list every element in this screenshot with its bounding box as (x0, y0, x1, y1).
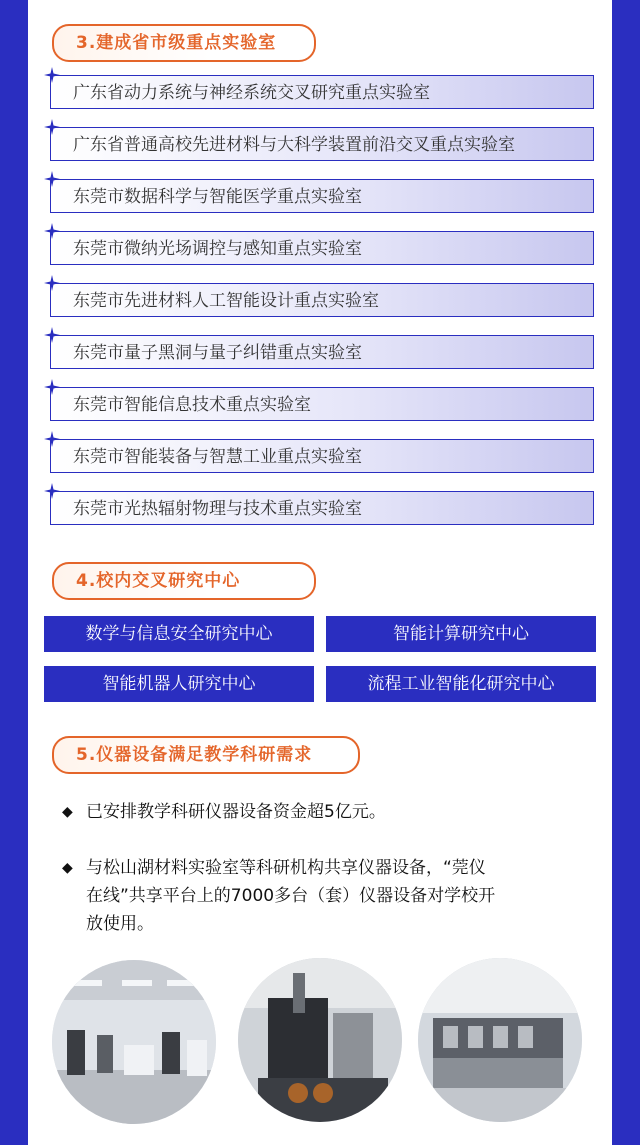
lab-item (50, 335, 594, 369)
lab-name: 东莞市微纳光场调控与感知重点实验室 (73, 239, 362, 259)
center-box: 数学与信息安全研究中心 (44, 616, 314, 652)
lab-item (50, 283, 594, 317)
bullet-text-line: 与松山湖材料实验室等科研机构共享仪器设备，“莞仪 (86, 858, 486, 878)
lab-photo-1 (52, 960, 216, 1124)
sparkle-icon (44, 327, 60, 343)
lab-item (50, 439, 594, 473)
sparkle-icon (44, 483, 60, 499)
lab-name: 东莞市智能装备与智慧工业重点实验室 (73, 447, 362, 467)
diamond-bullet-icon: ◆ (62, 804, 73, 820)
lab-name: 东莞市光热辐射物理与技术重点实验室 (73, 499, 362, 519)
lab-name: 广东省动力系统与神经系统交叉研究重点实验室 (73, 83, 430, 103)
lab-name: 东莞市量子黑洞与量子纠错重点实验室 (73, 343, 362, 363)
bullet-text-line: 在线”共享平台上的7000多台（套）仪器设备对学校开 (86, 886, 496, 906)
section-4-title: 4.校内交叉研究中心 (52, 562, 316, 600)
sparkle-icon (44, 171, 60, 187)
bullet-text: 已安排教学科研仪器设备资金超5亿元。 (86, 802, 386, 822)
lab-name: 东莞市智能信息技术重点实验室 (73, 395, 311, 415)
center-box: 流程工业智能化研究中心 (326, 666, 596, 702)
section-5-title: 5.仪器设备满足教学科研需求 (52, 736, 360, 774)
lab-item (50, 231, 594, 265)
diamond-bullet-icon: ◆ (62, 860, 73, 876)
bullet-text-line: 放使用。 (86, 914, 154, 934)
lab-item (50, 127, 594, 161)
lab-name: 东莞市先进材料人工智能设计重点实验室 (73, 291, 379, 311)
lab-item (50, 75, 594, 109)
sparkle-icon (44, 431, 60, 447)
sparkle-icon (44, 379, 60, 395)
lab-item (50, 179, 594, 213)
center-box: 智能计算研究中心 (326, 616, 596, 652)
lab-photo-3 (418, 958, 582, 1122)
sparkle-icon (44, 223, 60, 239)
lab-item (50, 387, 594, 421)
lab-item (50, 491, 594, 525)
sparkle-icon (44, 67, 60, 83)
sparkle-icon (44, 119, 60, 135)
lab-name: 东莞市数据科学与智能医学重点实验室 (73, 187, 362, 207)
sparkle-icon (44, 275, 60, 291)
lab-name: 广东省普通高校先进材料与大科学装置前沿交叉重点实验室 (73, 135, 515, 155)
center-box: 智能机器人研究中心 (44, 666, 314, 702)
section-3-title: 3.建成省市级重点实验室 (52, 24, 316, 62)
lab-photo-2 (238, 958, 402, 1122)
